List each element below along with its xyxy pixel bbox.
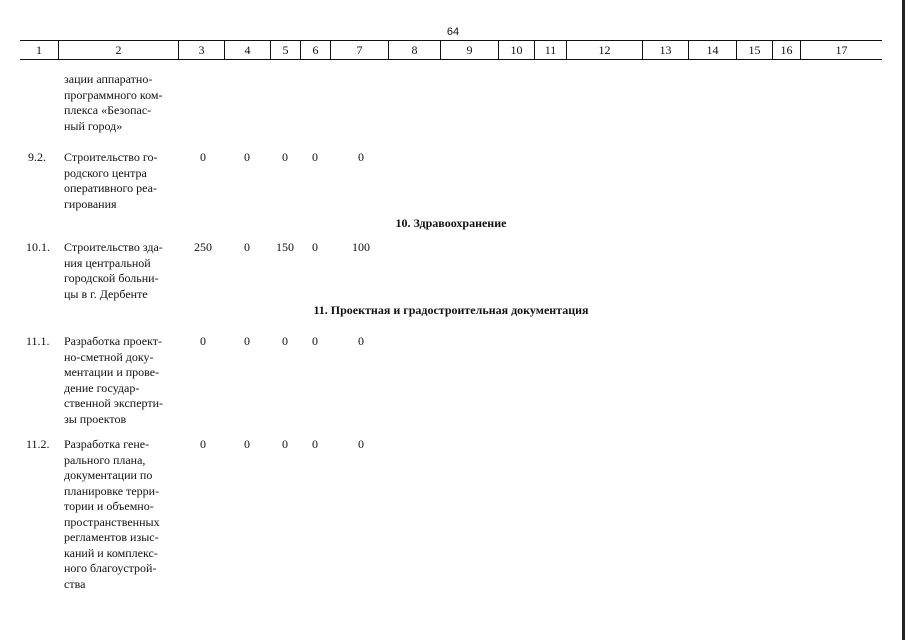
header-col-6: 6: [300, 41, 330, 59]
row-continuation-name: зации аппаратно- программного ком- плекса «Безопас- ный город»: [64, 72, 163, 133]
section-heading: 10. Здравоохранение: [395, 216, 507, 230]
row-number: 11.2.: [26, 437, 50, 451]
row-value-col4: 0: [244, 334, 250, 348]
header-col-13: 13: [642, 41, 688, 59]
section-heading: 11. Проектная и градостроительная документация: [313, 303, 589, 317]
row-value-col7: 100: [352, 240, 370, 254]
row-value-col5: 0: [282, 334, 288, 348]
row-number: 9.2.: [28, 150, 46, 164]
row-value-col6: 0: [312, 240, 318, 254]
row-value-col7: 0: [358, 437, 364, 451]
row-number: 11.1.: [26, 334, 50, 348]
row-value-col5: 150: [276, 240, 294, 254]
row-value-col6: 0: [312, 334, 318, 348]
row-value-col5: 0: [282, 437, 288, 451]
header-col-9: 9: [440, 41, 498, 59]
row-name: Строительство го- родского центра оперативного реа- гирования: [64, 150, 158, 211]
header-col-17: 17: [800, 41, 882, 59]
row-value-col3: 250: [194, 240, 212, 254]
row-value-col4: 0: [244, 240, 250, 254]
header-col-7: 7: [330, 41, 388, 59]
header-col-11: 11: [534, 41, 566, 59]
row-value-col4: 0: [244, 437, 250, 451]
row-value-col4: 0: [244, 150, 250, 164]
header-col-15: 15: [736, 41, 772, 59]
header-col-2: 2: [58, 41, 178, 59]
row-name: Строительство зда- ния центральной городской больни- цы в г. Дербенте: [64, 240, 163, 301]
row-value-col7: 0: [358, 334, 364, 348]
row-name: Разработка гене- рального плана, документации по планировке терри- тории и объемно- пространственных регламентов изыс- каний и комплекс- ного благоустрой- ства: [64, 437, 160, 591]
header-col-12: 12: [566, 41, 642, 59]
row-value-col6: 0: [312, 150, 318, 164]
header-col-10: 10: [498, 41, 534, 59]
table-header-row: [20, 40, 882, 60]
row-value-col5: 0: [282, 150, 288, 164]
page-number: 64: [446, 26, 460, 38]
row-value-col7: 0: [358, 150, 364, 164]
header-col-1: 1: [36, 43, 42, 57]
row-value-col3: 0: [200, 334, 206, 348]
row-value-col3: 0: [200, 150, 206, 164]
row-value-col6: 0: [312, 437, 318, 451]
row-number: 10.1.: [26, 240, 50, 254]
row-name: Разработка проект- но-сметной доку- ментации и прове- дение государ- ственной эксперти- зы проектов: [64, 334, 164, 426]
header-col-5: 5: [270, 41, 300, 59]
header-col-4: 4: [224, 41, 270, 59]
header-col-3: 3: [178, 41, 224, 59]
header-col-16: 16: [772, 41, 800, 59]
header-col-14: 14: [688, 41, 736, 59]
row-value-col3: 0: [200, 437, 206, 451]
header-col-8: 8: [388, 41, 440, 59]
